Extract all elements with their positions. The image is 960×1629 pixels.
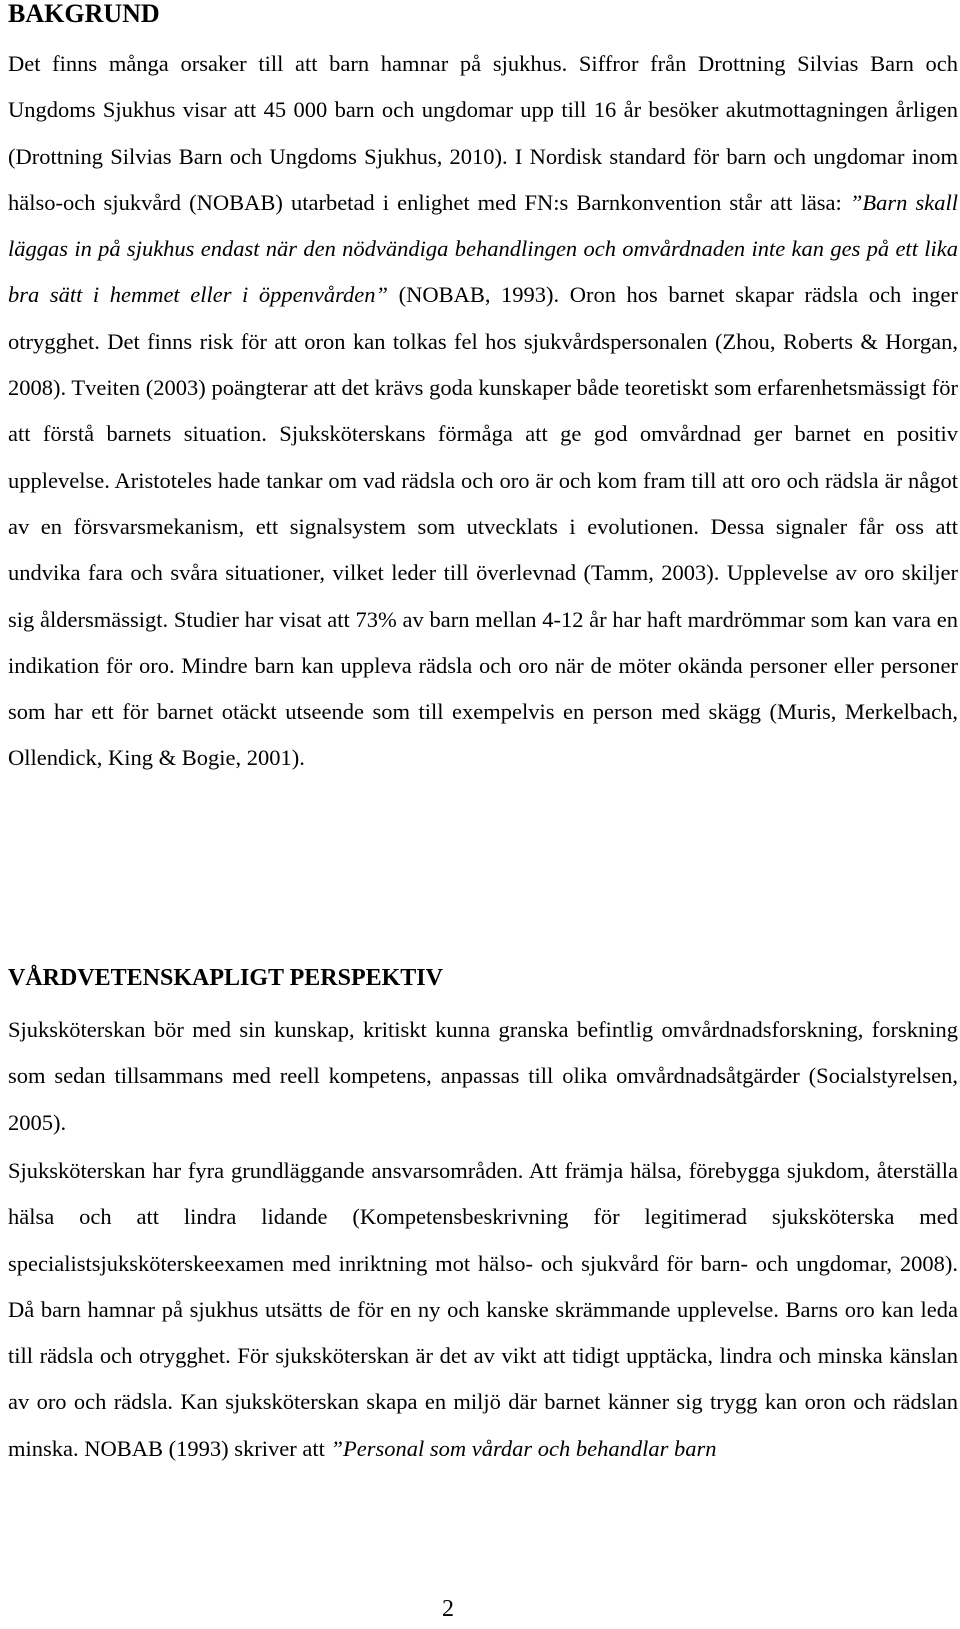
quoted-italic-text: ”Personal som vårdar och behandlar barn	[330, 1435, 717, 1461]
text-run: Det finns många orsaker till att barn hamnar på sjukhus. Siffror från Drottning Silvias Barn och Ungdoms Sjukhus visar att 45 000 barn och ungdomar upp till 16 år besöker akutmottagningen årligen (Drottning Silvias Barn och Ungdoms Sjukhus, 2010). I Nordisk standard för barn och ungdomar inom hälso-och sjukvård (NOBAB) utarbetad i enlighet med FN:s Barnkonvention står att läsa:	[8, 51, 958, 215]
paragraph-kompetens: Sjuksköterskan bör med sin kunskap, kritiskt kunna granska befintlig omvårdnadsforskning, forskning som sedan tillsammans med reell kompetens, anpassas till olika omvårdnadsåtgärder (Socialstyrelsen, 2005).	[8, 1017, 958, 1135]
text-run: (NOBAB, 1993). Oron hos barnet skapar rädsla och inger otrygghet. Det finns risk för att oron kan tolkas fel hos sjukvårdspersonalen (Zhou, Roberts & Horgan, 2008). Tveiten (2003) poängterar att det krävs goda kunskaper både teoretiskt som erfarenhetsmässigt för att förstå barnets situation. Sjuksköterskans förmåga att ge god omvårdnad ger barnet en positiv upplevelse. Aristoteles hade tankar om vad rädsla och oro är och kom fram till att oro och rädsla är något av en försvarsmekanism, ett signalsystem som utvecklats i evolutionen. Dessa signaler får oss att undvika fara och svåra situationer, vilket leder till överlevnad (Tamm, 2003). Upplevelse av oro skiljer sig åldersmässigt. Studier har visat att 73% av barn mellan 4-12 år har haft mardrömmar som kan vara en indikation för oro. Mindre barn kan uppleva rädsla och oro när de möter okända personer eller personer som har ett för barnet otäckt utseende som till exempelvis en person med skägg (Muris, Merkelbach, Ollendick, King & Bogie, 2001).	[8, 282, 958, 771]
paragraph-ansvarsomraden	[8, 1148, 958, 1472]
section-heading-bakgrund: BAKGRUND	[8, 0, 160, 28]
quoted-italic-text: ”Barn skall läggas in på sjukhus endast när den nödvändiga behandlingen och omvårdnaden inte kan ges på ett lika bra sätt i hemmet eller i öppenvården”	[8, 189, 958, 308]
text-run: Sjuksköterskan har fyra grundläggande ansvarsområden. Att främja hälsa, förebygga sjukdom, återställa hälsa och att lindra lidande (Kompetensbeskrivning för legitimerad sjuksköterska med specialistsjuksköterskeexamen med inriktning mot hälso- och sjukvård för barn- och ungdomar, 2008). Då barn hamnar på sjukhus utsätts de för en ny och kanske skrämmande upplevelse. Barns oro kan leda till rädsla och otrygghet. För sjuksköterskan är det av vikt att tidigt upptäcka, lindra och minska känslan av oro och rädsla. Kan sjuksköterskan skapa en miljö där barnet känner sig trygg kan oron och rädslan minska. NOBAB (1993) skriver att	[8, 1158, 958, 1461]
section-heading-vardvetenskapligt-perspektiv: VÅRDVETENSKAPLIGT PERSPEKTIV	[8, 965, 443, 991]
paragraph-bakgrund	[8, 41, 958, 782]
page-number: 2	[442, 1596, 454, 1622]
